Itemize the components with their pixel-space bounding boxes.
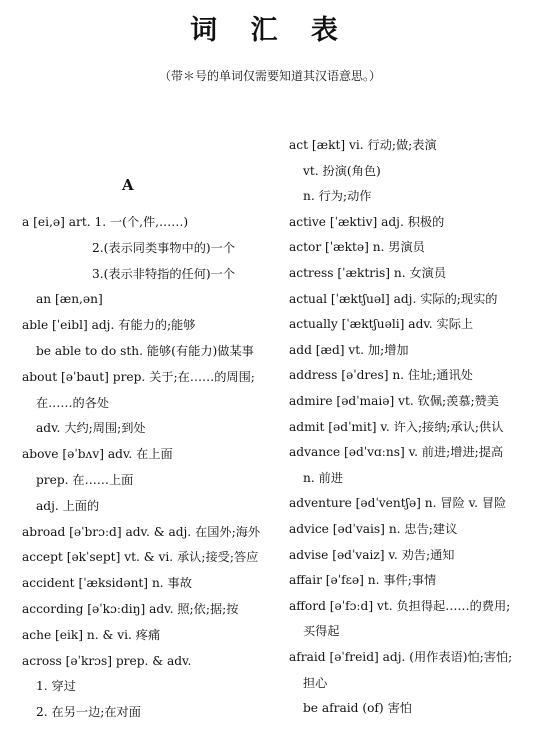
entry-line: actually [ˈæktʃuəli] adv. 实际上 xyxy=(289,317,474,332)
entry-line: advance [ədˈvɑːns] v. 前进;增进;提高 xyxy=(289,445,504,460)
entry-line: 担心 xyxy=(303,675,328,690)
entry-line: ache [eik] n. & vi. 疼痛 xyxy=(22,627,161,642)
entry-line: 在……的各处 xyxy=(36,395,110,410)
entry-line: abroad [əˈbrɔːd] adv. & adj. 在国外;海外 xyxy=(22,524,261,539)
entry-line: active [ˈæktiv] adj. 积极的 xyxy=(289,214,445,229)
entry-line: be afraid (of) 害怕 xyxy=(303,701,412,716)
entry-line: able [ˈeibl] adj. 有能力的;能够 xyxy=(22,318,196,333)
entry-line: be able to do sth. 能够(有能力)做某事 xyxy=(36,344,254,358)
entry-line: admit [ədˈmit] v. 许入;接纳;承认;供认 xyxy=(289,419,504,434)
entry-line: an [æn,ən] xyxy=(36,292,103,307)
entry-line: affair [əˈfɛə] n. 事件;事情 xyxy=(289,573,437,588)
entry-line: prep. 在……上面 xyxy=(36,473,134,487)
entry-line: adj. 上面的 xyxy=(36,498,100,513)
entry-line: adv. 大约;周围;到处 xyxy=(36,421,146,436)
entry-line: above [əˈbʌv] adv. 在上面 xyxy=(22,447,173,462)
entry-line: accept [əkˈsept] vt. & vi. 承认;接受;答应 xyxy=(22,550,259,565)
entry-line: accident [ˈæksidənt] n. 事故 xyxy=(22,576,192,591)
entry-line: 买得起 xyxy=(303,624,340,639)
page-title: 词 汇 表 xyxy=(190,15,350,46)
entry-line: according [əˈkɔːdiŋ] adv. 照;依;据;按 xyxy=(22,602,239,616)
entry-line: actor [ˈæktə] n. 男演员 xyxy=(289,240,425,255)
entry-line: advise [ədˈvaiz] v. 劝告;通知 xyxy=(289,547,455,562)
entry-line: vt. 扮演(角色) xyxy=(303,163,381,178)
entry-line: act [ækt] vi. 行动;做;表演 xyxy=(289,138,437,152)
entry-line: about [əˈbaut] prep. 关于;在……的周围; xyxy=(22,369,255,384)
entry-line: address [əˈdres] n. 住址;通讯处 xyxy=(289,368,473,383)
entry-line: 2.(表示同类事物中的)一个 xyxy=(92,240,236,255)
entry-line: 2. 在另一边;在对面 xyxy=(36,705,141,720)
entry-line: afraid [əˈfreid] adj. (用作表语)怕;害怕; xyxy=(289,650,513,664)
entry-line: across [əˈkrɔs] prep. & adv. xyxy=(22,653,192,668)
page-note: （带＊号的单词仅需要知道其汉语意思。） xyxy=(158,69,381,83)
entry-line: a [ei,ə] art. 1. 一(个,件,……) xyxy=(22,215,189,229)
entry-line: advice [ədˈvais] n. 忠告;建议 xyxy=(289,522,458,536)
entry-line: admire [ədˈmaiə] vt. 钦佩;羡慕;赞美 xyxy=(289,394,499,408)
entry-line: afford [əˈfɔːd] vt. 负担得起……的费用; xyxy=(289,598,511,613)
entry-line: add [æd] vt. 加;增加 xyxy=(289,342,409,357)
section-letter: A xyxy=(122,176,134,194)
entry-line: n. 行为;动作 xyxy=(303,189,372,204)
entry-line: n. 前进 xyxy=(303,470,343,485)
entry-line: actual [ˈæktʃuəl] adj. 实际的;现实的 xyxy=(289,291,498,306)
entry-line: 3.(表示非特指的任何)一个 xyxy=(92,266,236,281)
entry-line: actress [ˈæktris] n. 女演员 xyxy=(289,266,447,280)
entry-line: 1. 穿过 xyxy=(36,679,76,694)
entry-line: adventure [ədˈventʃə] n. 冒险 v. 冒险 xyxy=(289,496,507,511)
